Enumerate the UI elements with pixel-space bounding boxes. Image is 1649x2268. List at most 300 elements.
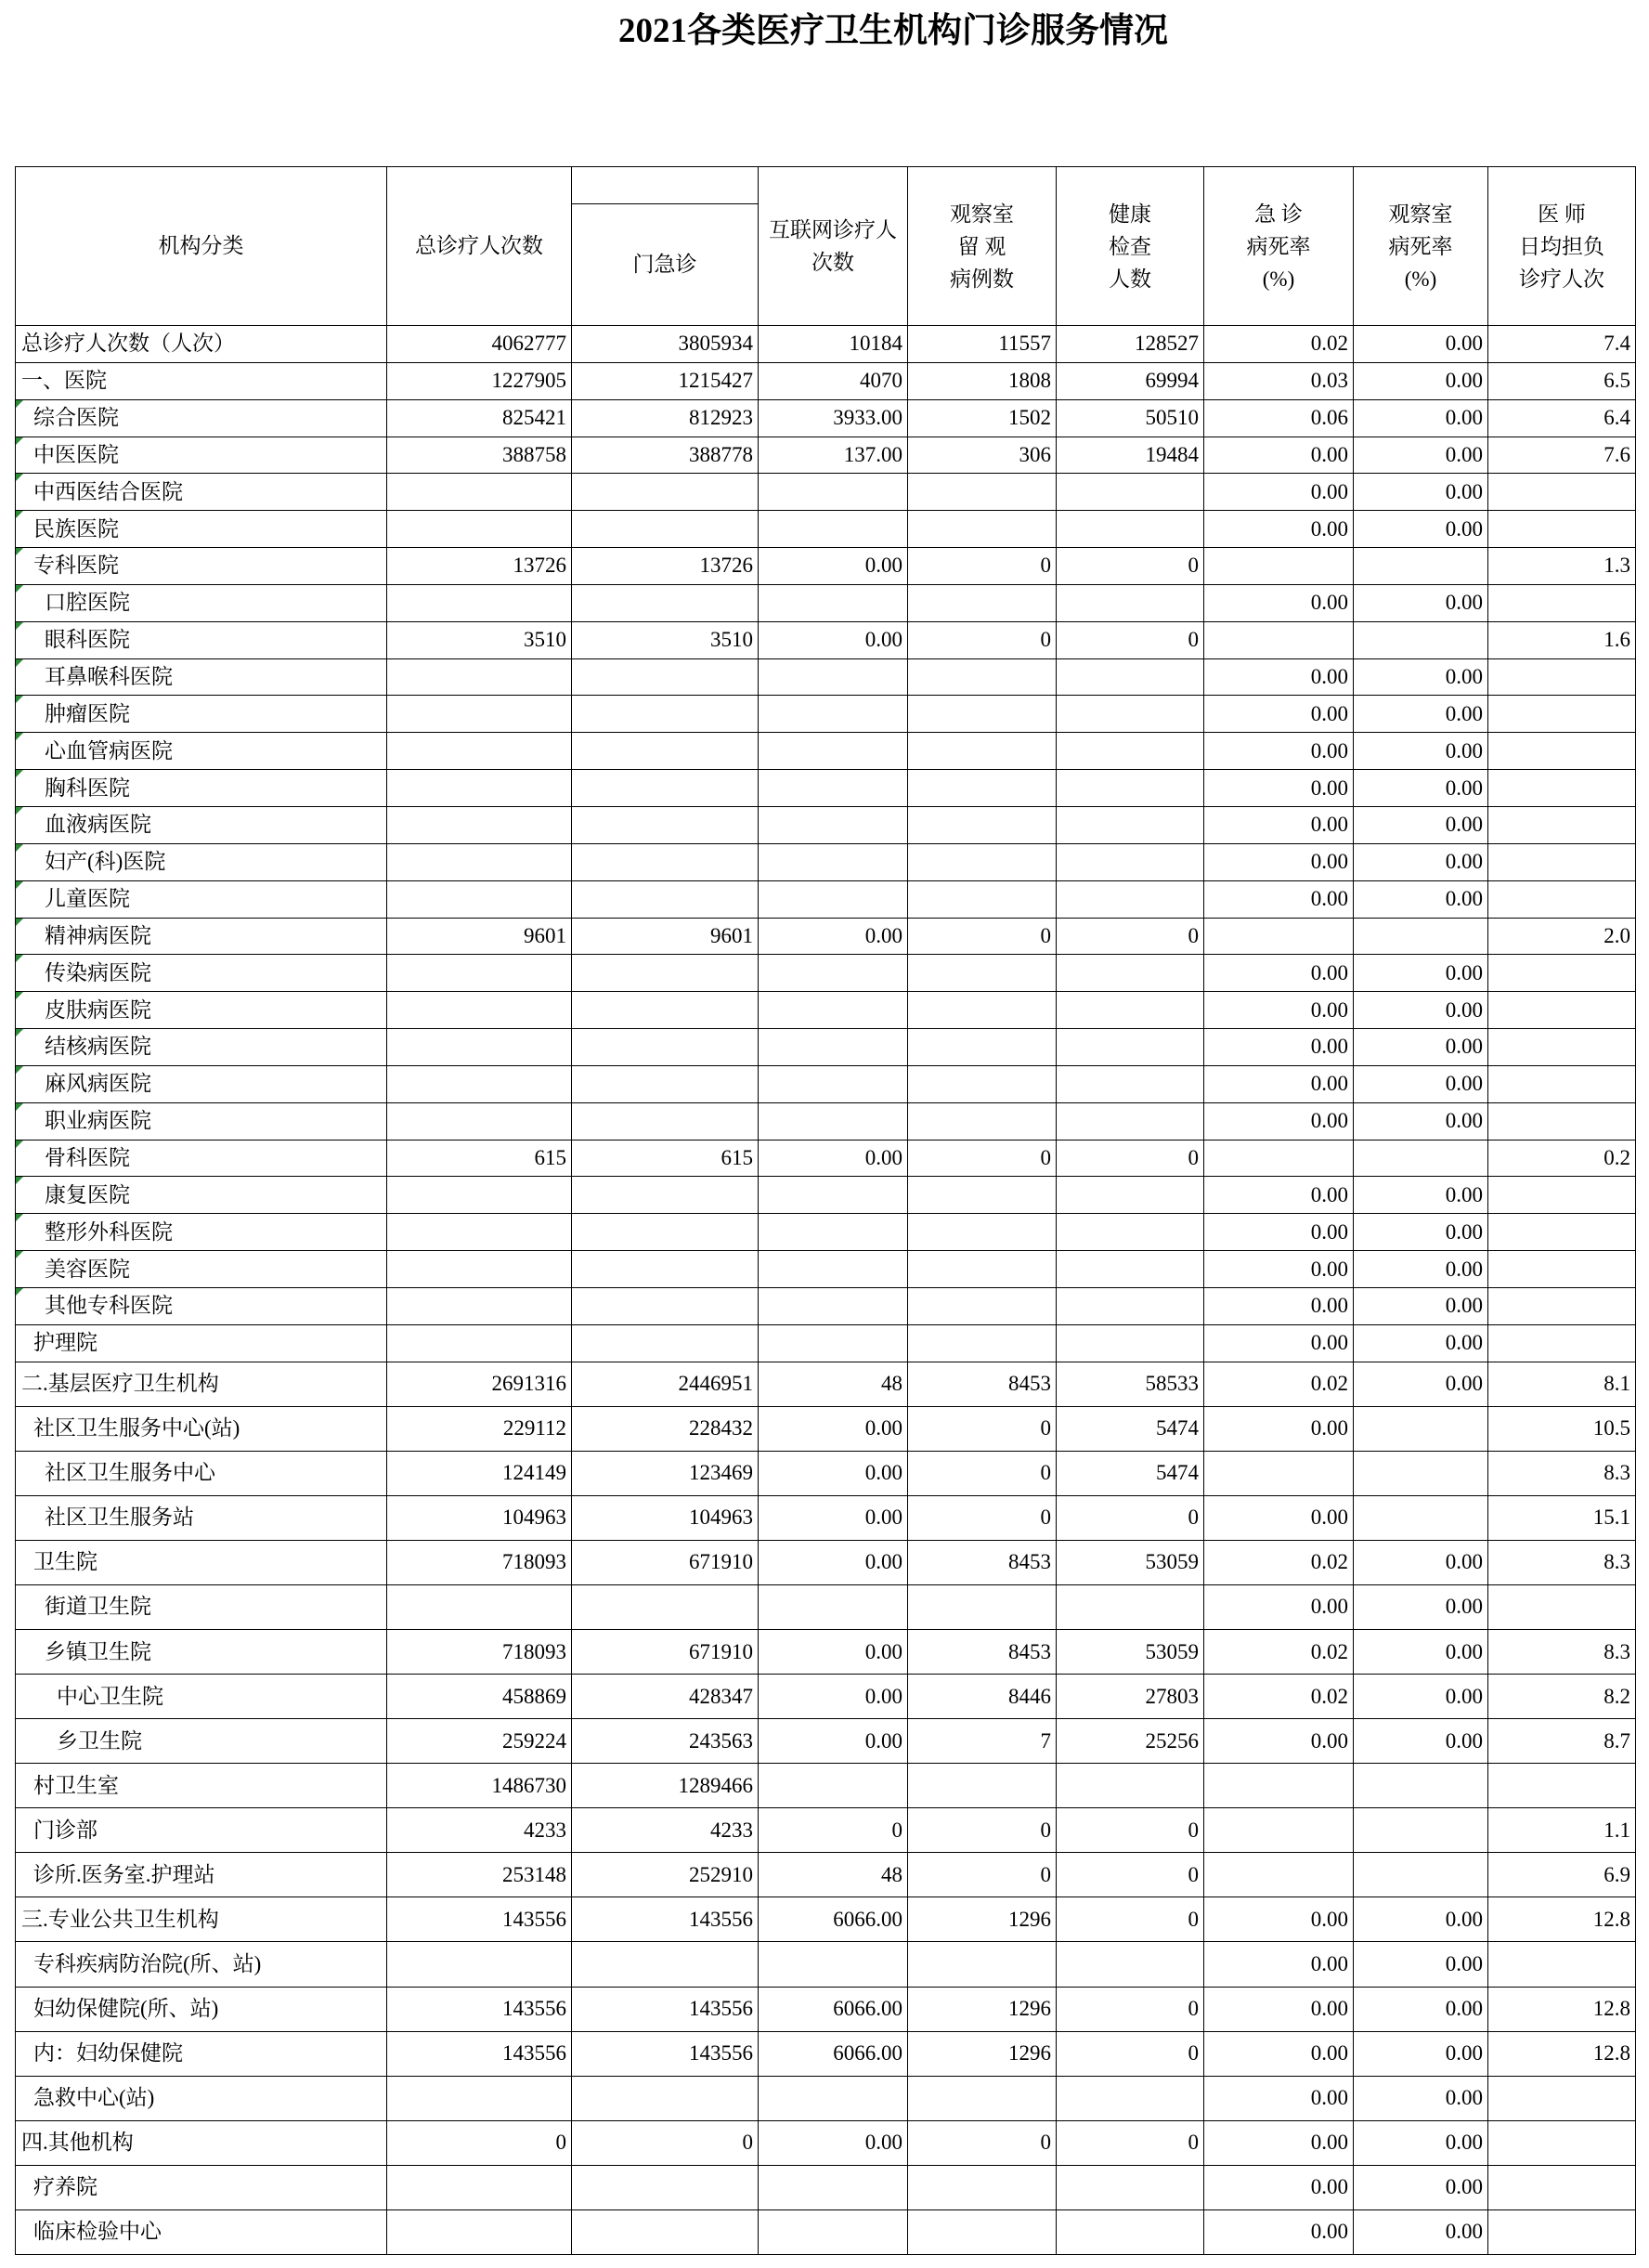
category-label: 门诊部 <box>33 1818 97 1842</box>
observation-cases-cell: 1296 <box>908 1897 1057 1942</box>
internet-visits-cell: 0.00 <box>759 1675 908 1719</box>
table-row <box>16 1029 1636 1066</box>
total-visits-cell: 143556 <box>387 1897 572 1942</box>
total-visits-cell <box>387 696 572 733</box>
internet-visits-cell <box>759 955 908 992</box>
internet-visits-cell: 6066.00 <box>759 1897 908 1942</box>
header-emergency-mortality <box>1204 167 1354 326</box>
total-visits-cell <box>387 1214 572 1251</box>
emergency-mortality-cell: 0.00 <box>1204 2120 1354 2165</box>
total-visits-cell <box>387 2076 572 2120</box>
observation-cases-cell <box>908 992 1057 1029</box>
category-cell <box>16 918 387 955</box>
category-label: 诊所.医务室.护理站 <box>33 1862 215 1886</box>
observation-cases-cell: 1808 <box>908 362 1057 399</box>
physician-daily-load-cell: 8.3 <box>1488 1451 1636 1495</box>
category-label: 四.其他机构 <box>21 2131 134 2155</box>
category-cell <box>16 1406 387 1451</box>
observation-cases-cell: 0 <box>908 1140 1057 1177</box>
error-indicator-icon <box>16 955 23 962</box>
emergency-mortality-cell: 0.00 <box>1204 880 1354 918</box>
observation-cases-cell <box>908 2165 1057 2209</box>
category-cell <box>16 1853 387 1897</box>
table-row <box>16 918 1636 955</box>
health-checkups-cell: 58533 <box>1057 1362 1204 1406</box>
observation-mortality-cell: 0.00 <box>1354 1630 1488 1675</box>
header-line: 观察室 <box>1388 202 1453 226</box>
emergency-mortality-cell: 0.00 <box>1204 955 1354 992</box>
outpatient-emergency-cell: 1215427 <box>572 362 759 399</box>
category-label: 妇产(科)医院 <box>45 850 166 874</box>
table-row <box>16 1584 1636 1629</box>
observation-mortality-cell <box>1354 1406 1488 1451</box>
outpatient-emergency-cell: 123469 <box>572 1451 759 1495</box>
error-indicator-icon <box>16 474 23 481</box>
category-cell <box>16 1287 387 1324</box>
header-physician-daily-load <box>1488 167 1636 326</box>
internet-visits-cell: 0.00 <box>759 548 908 585</box>
category-label: 儿童医院 <box>45 887 130 911</box>
observation-mortality-cell: 0.00 <box>1354 1065 1488 1102</box>
table-header <box>16 167 1636 326</box>
error-indicator-icon <box>16 511 23 518</box>
category-label: 总诊疗人次数（人次） <box>21 332 235 356</box>
total-visits-cell: 259224 <box>387 1719 572 1764</box>
total-visits-cell: 718093 <box>387 1540 572 1584</box>
physician-daily-load-cell <box>1488 1942 1636 1987</box>
category-cell <box>16 1065 387 1102</box>
physician-daily-load-cell: 7.6 <box>1488 437 1636 474</box>
health-checkups-cell <box>1057 733 1204 770</box>
observation-mortality-cell: 0.00 <box>1354 2209 1488 2254</box>
internet-visits-cell: 48 <box>759 1853 908 1897</box>
emergency-mortality-cell: 0.00 <box>1204 2076 1354 2120</box>
category-label: 护理院 <box>33 1331 97 1355</box>
outpatient-emergency-cell <box>572 658 759 696</box>
table-row <box>16 992 1636 1029</box>
header-line: 病例数 <box>950 267 1014 291</box>
category-cell <box>16 1540 387 1584</box>
table-row <box>16 511 1636 548</box>
health-checkups-cell <box>1057 843 1204 880</box>
outpatient-emergency-cell <box>572 1029 759 1066</box>
category-label: 专科医院 <box>33 554 119 578</box>
observation-mortality-cell: 0.00 <box>1354 1362 1488 1406</box>
header-line: 急 诊 <box>1254 202 1303 226</box>
physician-daily-load-cell: 8.1 <box>1488 1362 1636 1406</box>
table-row <box>16 1630 1636 1675</box>
observation-cases-cell <box>908 474 1057 511</box>
observation-mortality-cell <box>1354 1495 1488 1540</box>
table-row <box>16 2076 1636 2120</box>
error-indicator-icon <box>16 844 23 852</box>
total-visits-cell: 104963 <box>387 1495 572 1540</box>
outpatient-emergency-cell: 671910 <box>572 1540 759 1584</box>
physician-daily-load-cell <box>1488 880 1636 918</box>
header-line: 病死率 <box>1246 234 1311 258</box>
physician-daily-load-cell: 15.1 <box>1488 1495 1636 1540</box>
observation-mortality-cell: 0.00 <box>1354 399 1488 437</box>
physician-daily-load-cell: 12.8 <box>1488 2031 1636 2076</box>
internet-visits-cell: 48 <box>759 1362 908 1406</box>
category-label: 村卫生室 <box>33 1773 119 1797</box>
outpatient-emergency-cell <box>572 2076 759 2120</box>
category-label: 内：妇幼保健院 <box>33 2041 183 2066</box>
category-label: 社区卫生服务站 <box>45 1505 194 1530</box>
observation-cases-cell <box>908 1942 1057 1987</box>
outpatient-emergency-cell <box>572 733 759 770</box>
category-label: 血液病医院 <box>45 813 151 837</box>
emergency-mortality-cell: 0.00 <box>1204 584 1354 621</box>
outpatient-emergency-cell: 228432 <box>572 1406 759 1451</box>
observation-mortality-cell: 0.00 <box>1354 770 1488 807</box>
emergency-mortality-cell: 0.02 <box>1204 1675 1354 1719</box>
observation-mortality-cell: 0.00 <box>1354 955 1488 992</box>
table-row <box>16 621 1636 658</box>
table-body <box>16 326 1636 2255</box>
internet-visits-cell: 0.00 <box>759 1451 908 1495</box>
total-visits-cell <box>387 880 572 918</box>
emergency-mortality-cell: 0.00 <box>1204 1584 1354 1629</box>
outpatient-emergency-cell <box>572 696 759 733</box>
health-checkups-cell: 0 <box>1057 1897 1204 1942</box>
outpatient-emergency-cell: 104963 <box>572 1495 759 1540</box>
header-outpatient-emergency: 门急诊 <box>572 204 759 326</box>
internet-visits-cell <box>759 1102 908 1140</box>
total-visits-cell <box>387 1324 572 1362</box>
observation-cases-cell <box>908 696 1057 733</box>
table-row <box>16 880 1636 918</box>
header-line: 留 观 <box>957 234 1006 258</box>
table-row <box>16 474 1636 511</box>
outpatient-emergency-cell: 2446951 <box>572 1362 759 1406</box>
outpatient-emergency-cell: 3805934 <box>572 326 759 363</box>
emergency-mortality-cell: 0.00 <box>1204 1029 1354 1066</box>
emergency-mortality-cell: 0.00 <box>1204 1897 1354 1942</box>
category-cell <box>16 1630 387 1675</box>
observation-cases-cell: 0 <box>908 1451 1057 1495</box>
emergency-mortality-cell: 0.00 <box>1204 658 1354 696</box>
header-internet-visits <box>759 167 908 326</box>
health-checkups-cell <box>1057 2165 1204 2209</box>
table-row <box>16 2120 1636 2165</box>
header-line: (%) <box>1404 267 1437 291</box>
table-row <box>16 1214 1636 1251</box>
total-visits-cell <box>387 1942 572 1987</box>
internet-visits-cell: 6066.00 <box>759 1987 908 2031</box>
health-checkups-cell <box>1057 1065 1204 1102</box>
observation-mortality-cell: 0.00 <box>1354 1584 1488 1629</box>
category-cell <box>16 621 387 658</box>
observation-cases-cell: 0 <box>908 1495 1057 1540</box>
error-indicator-icon <box>16 992 23 999</box>
observation-mortality-cell <box>1354 1140 1488 1177</box>
internet-visits-cell: 0.00 <box>759 918 908 955</box>
table-row <box>16 1808 1636 1853</box>
table-row <box>16 770 1636 807</box>
outpatient-emergency-cell <box>572 1584 759 1629</box>
category-cell <box>16 658 387 696</box>
category-cell <box>16 1177 387 1214</box>
header-total-visits: 总诊疗人次数 <box>387 167 572 326</box>
health-checkups-cell: 25256 <box>1057 1719 1204 1764</box>
observation-mortality-cell <box>1354 1853 1488 1897</box>
error-indicator-icon <box>16 437 23 445</box>
table-row <box>16 1140 1636 1177</box>
total-visits-cell <box>387 806 572 843</box>
outpatient-emergency-cell <box>572 511 759 548</box>
observation-mortality-cell: 0.00 <box>1354 326 1488 363</box>
category-cell <box>16 992 387 1029</box>
category-label: 眼科医院 <box>45 628 130 652</box>
physician-daily-load-cell: 0.2 <box>1488 1140 1636 1177</box>
table-row <box>16 1540 1636 1584</box>
emergency-mortality-cell: 0.00 <box>1204 1177 1354 1214</box>
internet-visits-cell <box>759 2209 908 2254</box>
outpatient-emergency-cell <box>572 1214 759 1251</box>
internet-visits-cell: 0.00 <box>759 1540 908 1584</box>
physician-daily-load-cell <box>1488 733 1636 770</box>
health-checkups-cell <box>1057 1214 1204 1251</box>
physician-daily-load-cell <box>1488 2209 1636 2254</box>
observation-cases-cell: 1296 <box>908 2031 1057 2076</box>
total-visits-cell <box>387 2165 572 2209</box>
health-checkups-cell: 0 <box>1057 1987 1204 2031</box>
physician-daily-load-cell <box>1488 511 1636 548</box>
emergency-mortality-cell: 0.00 <box>1204 511 1354 548</box>
header-line: 观察室 <box>950 202 1014 226</box>
health-checkups-cell: 0 <box>1057 1808 1204 1853</box>
category-cell <box>16 584 387 621</box>
health-checkups-cell <box>1057 2209 1204 2254</box>
outpatient-emergency-cell <box>572 1251 759 1288</box>
table-row <box>16 548 1636 585</box>
emergency-mortality-cell <box>1204 1808 1354 1853</box>
observation-mortality-cell: 0.00 <box>1354 1719 1488 1764</box>
category-cell <box>16 1102 387 1140</box>
category-label: 专科疾病防治院(所、站) <box>33 1951 262 1975</box>
category-label: 妇幼保健院(所、站) <box>33 1997 219 2021</box>
total-visits-cell: 458869 <box>387 1675 572 1719</box>
category-label: 口腔医院 <box>45 591 130 615</box>
emergency-mortality-cell: 0.00 <box>1204 696 1354 733</box>
outpatient-emergency-cell: 812923 <box>572 399 759 437</box>
header-line: 日均担负 <box>1519 234 1604 258</box>
health-checkups-cell <box>1057 696 1204 733</box>
category-label: 整形外科医院 <box>45 1219 173 1244</box>
table-row <box>16 1251 1636 1288</box>
outpatient-emergency-cell: 0 <box>572 2120 759 2165</box>
emergency-mortality-cell: 0.06 <box>1204 399 1354 437</box>
internet-visits-cell <box>759 2165 908 2209</box>
physician-daily-load-cell <box>1488 806 1636 843</box>
observation-cases-cell: 8453 <box>908 1540 1057 1584</box>
category-label: 乡卫生院 <box>57 1728 142 1753</box>
category-label: 胸科医院 <box>45 776 130 800</box>
category-cell <box>16 1675 387 1719</box>
category-label: 皮肤病医院 <box>45 997 151 1022</box>
category-label: 结核病医院 <box>45 1035 151 1059</box>
outpatient-emergency-cell <box>572 1324 759 1362</box>
observation-mortality-cell: 0.00 <box>1354 1251 1488 1288</box>
table-row <box>16 1764 1636 1808</box>
emergency-mortality-cell: 0.00 <box>1204 1251 1354 1288</box>
outpatient-emergency-cell <box>572 1942 759 1987</box>
health-checkups-cell: 0 <box>1057 1495 1204 1540</box>
error-indicator-icon <box>16 585 23 593</box>
category-cell <box>16 1897 387 1942</box>
health-checkups-cell: 27803 <box>1057 1675 1204 1719</box>
total-visits-cell: 0 <box>387 2120 572 2165</box>
emergency-mortality-cell <box>1204 1853 1354 1897</box>
emergency-mortality-cell <box>1204 1451 1354 1495</box>
total-visits-cell <box>387 474 572 511</box>
error-indicator-icon <box>16 881 23 889</box>
category-cell <box>16 1451 387 1495</box>
category-label: 乡镇卫生院 <box>45 1639 151 1663</box>
outpatient-emergency-cell: 9601 <box>572 918 759 955</box>
category-cell <box>16 806 387 843</box>
observation-cases-cell: 0 <box>908 1808 1057 1853</box>
total-visits-cell <box>387 1102 572 1140</box>
error-indicator-icon <box>16 1177 23 1184</box>
total-visits-cell: 718093 <box>387 1630 572 1675</box>
table-row <box>16 2165 1636 2209</box>
health-checkups-cell: 53059 <box>1057 1630 1204 1675</box>
health-checkups-cell <box>1057 880 1204 918</box>
health-checkups-cell <box>1057 2076 1204 2120</box>
total-visits-cell: 124149 <box>387 1451 572 1495</box>
outpatient-emergency-cell <box>572 770 759 807</box>
category-cell <box>16 1719 387 1764</box>
emergency-mortality-cell: 0.00 <box>1204 1214 1354 1251</box>
category-cell <box>16 2031 387 2076</box>
observation-cases-cell <box>908 1177 1057 1214</box>
total-visits-cell <box>387 584 572 621</box>
physician-daily-load-cell <box>1488 843 1636 880</box>
physician-daily-load-cell <box>1488 1287 1636 1324</box>
observation-mortality-cell: 0.00 <box>1354 2120 1488 2165</box>
table-row <box>16 1451 1636 1495</box>
physician-daily-load-cell: 8.3 <box>1488 1540 1636 1584</box>
table-row <box>16 437 1636 474</box>
category-cell <box>16 843 387 880</box>
physician-daily-load-cell <box>1488 1102 1636 1140</box>
error-indicator-icon <box>16 548 23 555</box>
internet-visits-cell <box>759 1584 908 1629</box>
category-cell <box>16 1029 387 1066</box>
internet-visits-cell <box>759 733 908 770</box>
observation-cases-cell: 8453 <box>908 1362 1057 1406</box>
category-label: 职业病医院 <box>45 1109 151 1133</box>
error-indicator-icon <box>16 659 23 667</box>
physician-daily-load-cell <box>1488 474 1636 511</box>
table-row <box>16 843 1636 880</box>
internet-visits-cell <box>759 474 908 511</box>
total-visits-cell: 3510 <box>387 621 572 658</box>
internet-visits-cell <box>759 806 908 843</box>
health-checkups-cell <box>1057 1102 1204 1140</box>
observation-mortality-cell: 0.00 <box>1354 1029 1488 1066</box>
observation-mortality-cell: 0.00 <box>1354 584 1488 621</box>
total-visits-cell: 253148 <box>387 1853 572 1897</box>
header-line: 互联网诊疗人 <box>769 218 897 241</box>
category-cell <box>16 2120 387 2165</box>
internet-visits-cell: 10184 <box>759 326 908 363</box>
observation-mortality-cell: 0.00 <box>1354 1177 1488 1214</box>
category-label: 美容医院 <box>45 1257 130 1281</box>
category-cell <box>16 362 387 399</box>
total-visits-cell: 388758 <box>387 437 572 474</box>
outpatient-emergency-cell: 13726 <box>572 548 759 585</box>
physician-daily-load-cell <box>1488 1214 1636 1251</box>
category-label: 精神病医院 <box>45 923 151 947</box>
observation-mortality-cell <box>1354 548 1488 585</box>
category-label: 临床检验中心 <box>33 2220 162 2244</box>
header-line: (%) <box>1262 267 1295 291</box>
header-line: 检查 <box>1109 234 1151 258</box>
emergency-mortality-cell: 0.00 <box>1204 1719 1354 1764</box>
category-cell <box>16 1808 387 1853</box>
outpatient-emergency-cell <box>572 992 759 1029</box>
error-indicator-icon <box>16 919 23 926</box>
total-visits-cell: 615 <box>387 1140 572 1177</box>
category-label: 肿瘤医院 <box>45 701 130 725</box>
internet-visits-cell <box>759 1251 908 1288</box>
physician-daily-load-cell: 6.5 <box>1488 362 1636 399</box>
observation-mortality-cell <box>1354 621 1488 658</box>
category-label: 急救中心(站) <box>33 2086 155 2110</box>
health-checkups-cell: 5474 <box>1057 1406 1204 1451</box>
observation-cases-cell <box>908 880 1057 918</box>
internet-visits-cell: 0.00 <box>759 1140 908 1177</box>
category-cell <box>16 1324 387 1362</box>
total-visits-cell: 229112 <box>387 1406 572 1451</box>
health-checkups-cell <box>1057 1324 1204 1362</box>
emergency-mortality-cell: 0.00 <box>1204 1987 1354 2031</box>
emergency-mortality-cell: 0.00 <box>1204 843 1354 880</box>
health-checkups-cell: 0 <box>1057 548 1204 585</box>
total-visits-cell <box>387 843 572 880</box>
category-cell <box>16 1987 387 2031</box>
observation-mortality-cell: 0.00 <box>1354 1214 1488 1251</box>
total-visits-cell: 1227905 <box>387 362 572 399</box>
observation-cases-cell <box>908 1324 1057 1362</box>
observation-cases-cell <box>908 1287 1057 1324</box>
observation-cases-cell: 0 <box>908 621 1057 658</box>
outpatient-emergency-cell <box>572 584 759 621</box>
table-row <box>16 1065 1636 1102</box>
category-label: 康复医院 <box>45 1182 130 1206</box>
emergency-mortality-cell: 0.00 <box>1204 1102 1354 1140</box>
error-indicator-icon <box>16 1103 23 1111</box>
total-visits-cell: 2691316 <box>387 1362 572 1406</box>
category-cell <box>16 1495 387 1540</box>
table-row <box>16 806 1636 843</box>
table-row <box>16 1102 1636 1140</box>
category-label: 耳鼻喉科医院 <box>45 665 173 689</box>
observation-mortality-cell <box>1354 918 1488 955</box>
emergency-mortality-cell: 0.00 <box>1204 806 1354 843</box>
physician-daily-load-cell: 2.0 <box>1488 918 1636 955</box>
outpatient-emergency-cell: 143556 <box>572 1987 759 2031</box>
category-label: 二.基层医疗卫生机构 <box>21 1372 219 1396</box>
page-title: 2021各类医疗卫生机构门诊服务情况 <box>618 12 1168 50</box>
physician-daily-load-cell: 7.4 <box>1488 326 1636 363</box>
category-cell <box>16 437 387 474</box>
internet-visits-cell <box>759 880 908 918</box>
total-visits-cell: 143556 <box>387 1987 572 2031</box>
